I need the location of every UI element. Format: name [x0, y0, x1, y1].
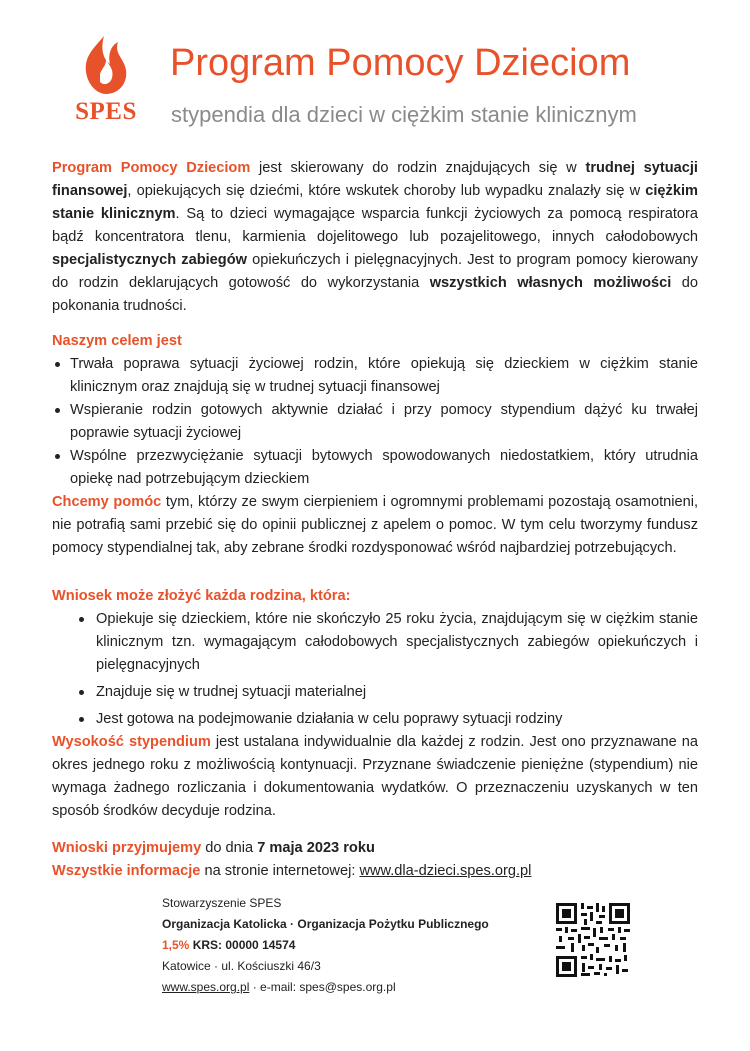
flame-icon	[80, 34, 132, 96]
criteria-section	[52, 585, 698, 731]
info-line	[52, 860, 698, 883]
footer-contact	[162, 977, 489, 998]
list-item: Znajduje się w trudnej sytuacji materialnej	[52, 681, 698, 704]
deadline-line	[52, 837, 698, 860]
program-website-link[interactable]: www.dla-dzieci.spes.org.pl	[359, 863, 532, 879]
help-lead: Chcemy pomóc	[52, 494, 162, 510]
list-item: Wspieranie rodzin gotowych aktywnie działać i przy pomocy stypendium dążyć ku trwałej poprawie sytuacji życiowej	[52, 399, 698, 445]
stipend-paragraph	[52, 731, 698, 823]
list-item: Wspólne przezwyciężanie sytuacji bytowych spowodowanych niedostatkiem, który utrudnia opiekę nad potrzebującym dzieckiem	[52, 445, 698, 491]
page-title: Program Pomocy Dzieciom	[170, 42, 631, 84]
intro-text: . Są to dzieci wymagające wsparcia funkcji życiowych za pomocą respiratora bądź koncentratora tlenu, karmienia dojelitowego lub pozajelitowego, innych całodobowych	[52, 206, 698, 245]
header	[70, 34, 710, 134]
stipend-lead: Wysokość stypendium	[52, 734, 211, 750]
goals-title: Naszym celem jest	[52, 333, 182, 349]
intro-text: jest skierowany do rodzin znajdujących się w	[250, 160, 586, 176]
intro-text: do pokonania trudności.	[52, 275, 699, 314]
footer-pct: 1,5%	[162, 938, 190, 952]
deadline-date: 7 maja 2023 roku	[257, 840, 375, 856]
list-item: Trwała poprawa sytuacji życiowej rodzin, które opiekują się dzieckiem w ciężkim stanie klinicznym oraz znajdują się w trudnej sytuacji finansowej	[52, 353, 698, 399]
deadline-lead: Wnioski przyjmujemy	[52, 840, 202, 856]
spes-logo	[70, 34, 142, 129]
footer-name: Stowarzyszenie SPES	[162, 896, 282, 910]
qr-code-icon	[556, 903, 630, 977]
intro-bold: wszystkich własnych możliwości	[429, 275, 672, 291]
logo-text: SPES	[75, 98, 137, 125]
help-text: tym, którzy ze swym cierpieniem i ogromnymi problemami pozostają osamotnieni, nie potrafią sami przebić się do opinii publicznej z apelem o pomoc. W tym celu tworzymy fundusz pomocy stypendialnej tak, aby zebrane środki rozdysponować wśród najbardziej potrzebujących.	[52, 494, 699, 556]
help-paragraph	[52, 491, 698, 560]
list-item: Jest gotowa na podejmowanie działania w celu poprawy sytuacji rodziny	[52, 708, 698, 731]
info-lead: Wszystkie informacje	[52, 863, 201, 879]
intro-bold: trudnej sytuacji finansowej	[52, 160, 698, 199]
list-item: Opiekuje się dzieckiem, które nie skończyło 25 roku życia, znajdującym się w ciężkim stanie klinicznym tzn. wymagającym całodobowych specjalistycznych zabiegów opiekuńczych i pielęgnacyjnych	[52, 608, 698, 677]
footer-website-link[interactable]: www.spes.org.pl	[162, 980, 250, 994]
footer-org: Organizacja Katolicka · Organizacja Pożytku Publicznego	[162, 917, 489, 931]
info-text: na stronie internetowej:	[200, 863, 360, 879]
page-subtitle: stypendia dla dzieci w ciężkim stanie klinicznym	[171, 102, 637, 127]
goals-list	[52, 353, 698, 491]
intro-text: , opiekujących się dziećmi, które wskutek choroby lub wypadku znalazły się w	[127, 183, 646, 199]
intro-bold: specjalistycznych zabiegów	[52, 252, 247, 268]
intro-paragraph	[52, 157, 698, 318]
criteria-list	[52, 608, 698, 731]
footer-address: Katowice · ul. Kościuszki 46/3	[162, 959, 321, 973]
footer-krs	[162, 935, 489, 956]
intro-text: opiekuńczych i pielęgnacyjnych. Jest to program pomocy kierowany do rodzin deklarujących gotowość do wykorzystania	[52, 252, 698, 291]
goals-section	[52, 330, 698, 491]
footer-email: · e-mail: spes@spes.org.pl	[249, 980, 396, 994]
deadline-text: do dnia	[201, 840, 258, 856]
intro-lead: Program Pomocy Dzieciom	[52, 160, 251, 176]
criteria-title: Wniosek może złożyć każda rodzina, która:	[52, 588, 351, 604]
footer-krs-number: KRS: 00000 14574	[189, 938, 296, 952]
intro-bold: ciężkim stanie klinicznym	[52, 183, 698, 222]
document-body	[52, 157, 698, 883]
footer	[162, 893, 489, 998]
stipend-text: jest ustalana indywidualnie dla każdej z rodzin. Jest ono przyznawane na okres jednego roku z możliwością kontynuacji. Przyznane świadczenie pieniężne (stypendium) nie wymaga żadnego rozliczania i dokumentowania wydatków. O przeznaczeniu uzyskanych w ten sposób środków decyduje rodzina.	[52, 734, 699, 819]
